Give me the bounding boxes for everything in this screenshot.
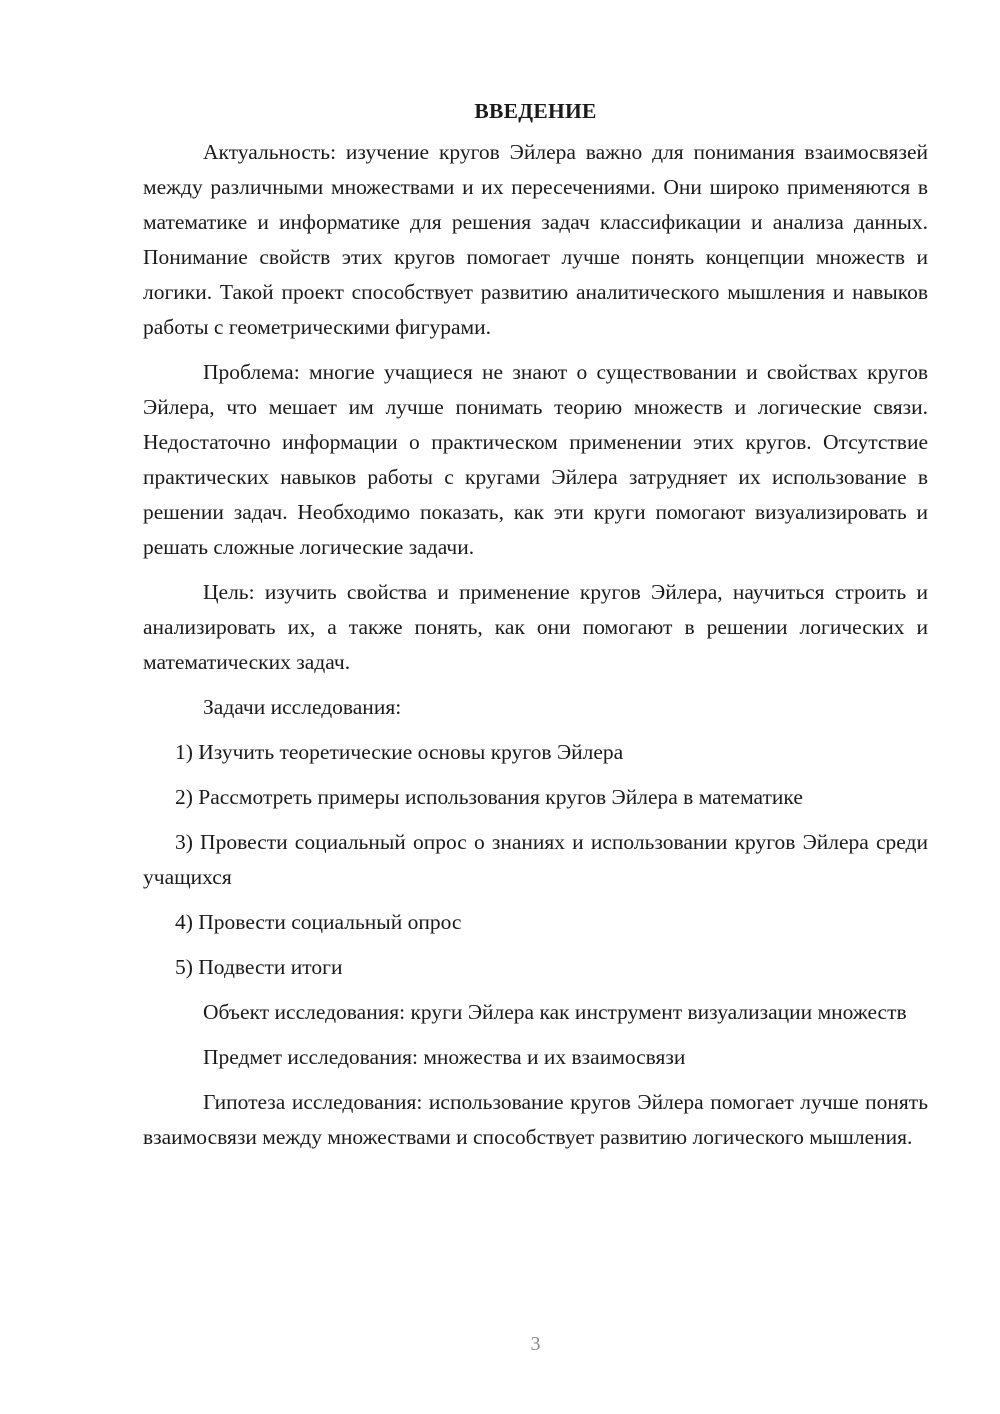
- section-heading: ВВЕДЕНИЕ: [474, 99, 597, 123]
- document-page: [143, 97, 928, 1165]
- paragraph-tasks-title: Задачи исследования:: [203, 695, 402, 719]
- task-item-4: 4) Провести социальный опрос: [175, 910, 462, 934]
- task-item-2: 2) Рассмотреть примеры использования кругов Эйлера в математике: [175, 785, 803, 809]
- page-number: 3: [530, 1333, 541, 1355]
- task-item-3: 3) Провести социальный опрос о знаниях и использовании кругов Эйлера среди учащихся: [143, 830, 928, 889]
- task-item-5: 5) Подвести итоги: [175, 955, 343, 979]
- paragraph-hypothesis: Гипотеза исследования: использование кругов Эйлера помогает лучше понять взаимосвязи между множествами и способствует развитию логического мышления.: [143, 1090, 928, 1149]
- paragraph-object: Объект исследования: круги Эйлера как инструмент визуализации множеств: [203, 1000, 907, 1024]
- paragraph-problem: Проблема: многие учащиеся не знают о существовании и свойствах кругов Эйлера, что мешает им лучше понимать теорию множеств и логические связи. Недостаточно информации о практическом применении этих кругов. Отсутствие практических навыков работы с кругами Эйлера затрудняет их использование в решении задач. Необходимо показать, как эти круги помогают визуализировать и решать сложные логические задачи.: [143, 360, 928, 559]
- paragraph-subject: Предмет исследования: множества и их взаимосвязи: [203, 1045, 686, 1069]
- paragraph-goal: Цель: изучить свойства и применение кругов Эйлера, научиться строить и анализировать их, а также понять, как они помогают в решении логических и математических задач.: [143, 580, 928, 674]
- task-item-1: 1) Изучить теоретические основы кругов Эйлера: [175, 740, 624, 764]
- paragraph-relevance: Актуальность: изучение кругов Эйлера важно для понимания взаимосвязей между различными множествами и их пересечениями. Они широко применяются в математике и информатике для решения задач классификации и анализа данных. Понимание свойств этих кругов помогает лучше понять концепции множеств и логики. Такой проект способствует развитию аналитического мышления и навыков работы с геометрическими фигурами.: [143, 140, 928, 339]
